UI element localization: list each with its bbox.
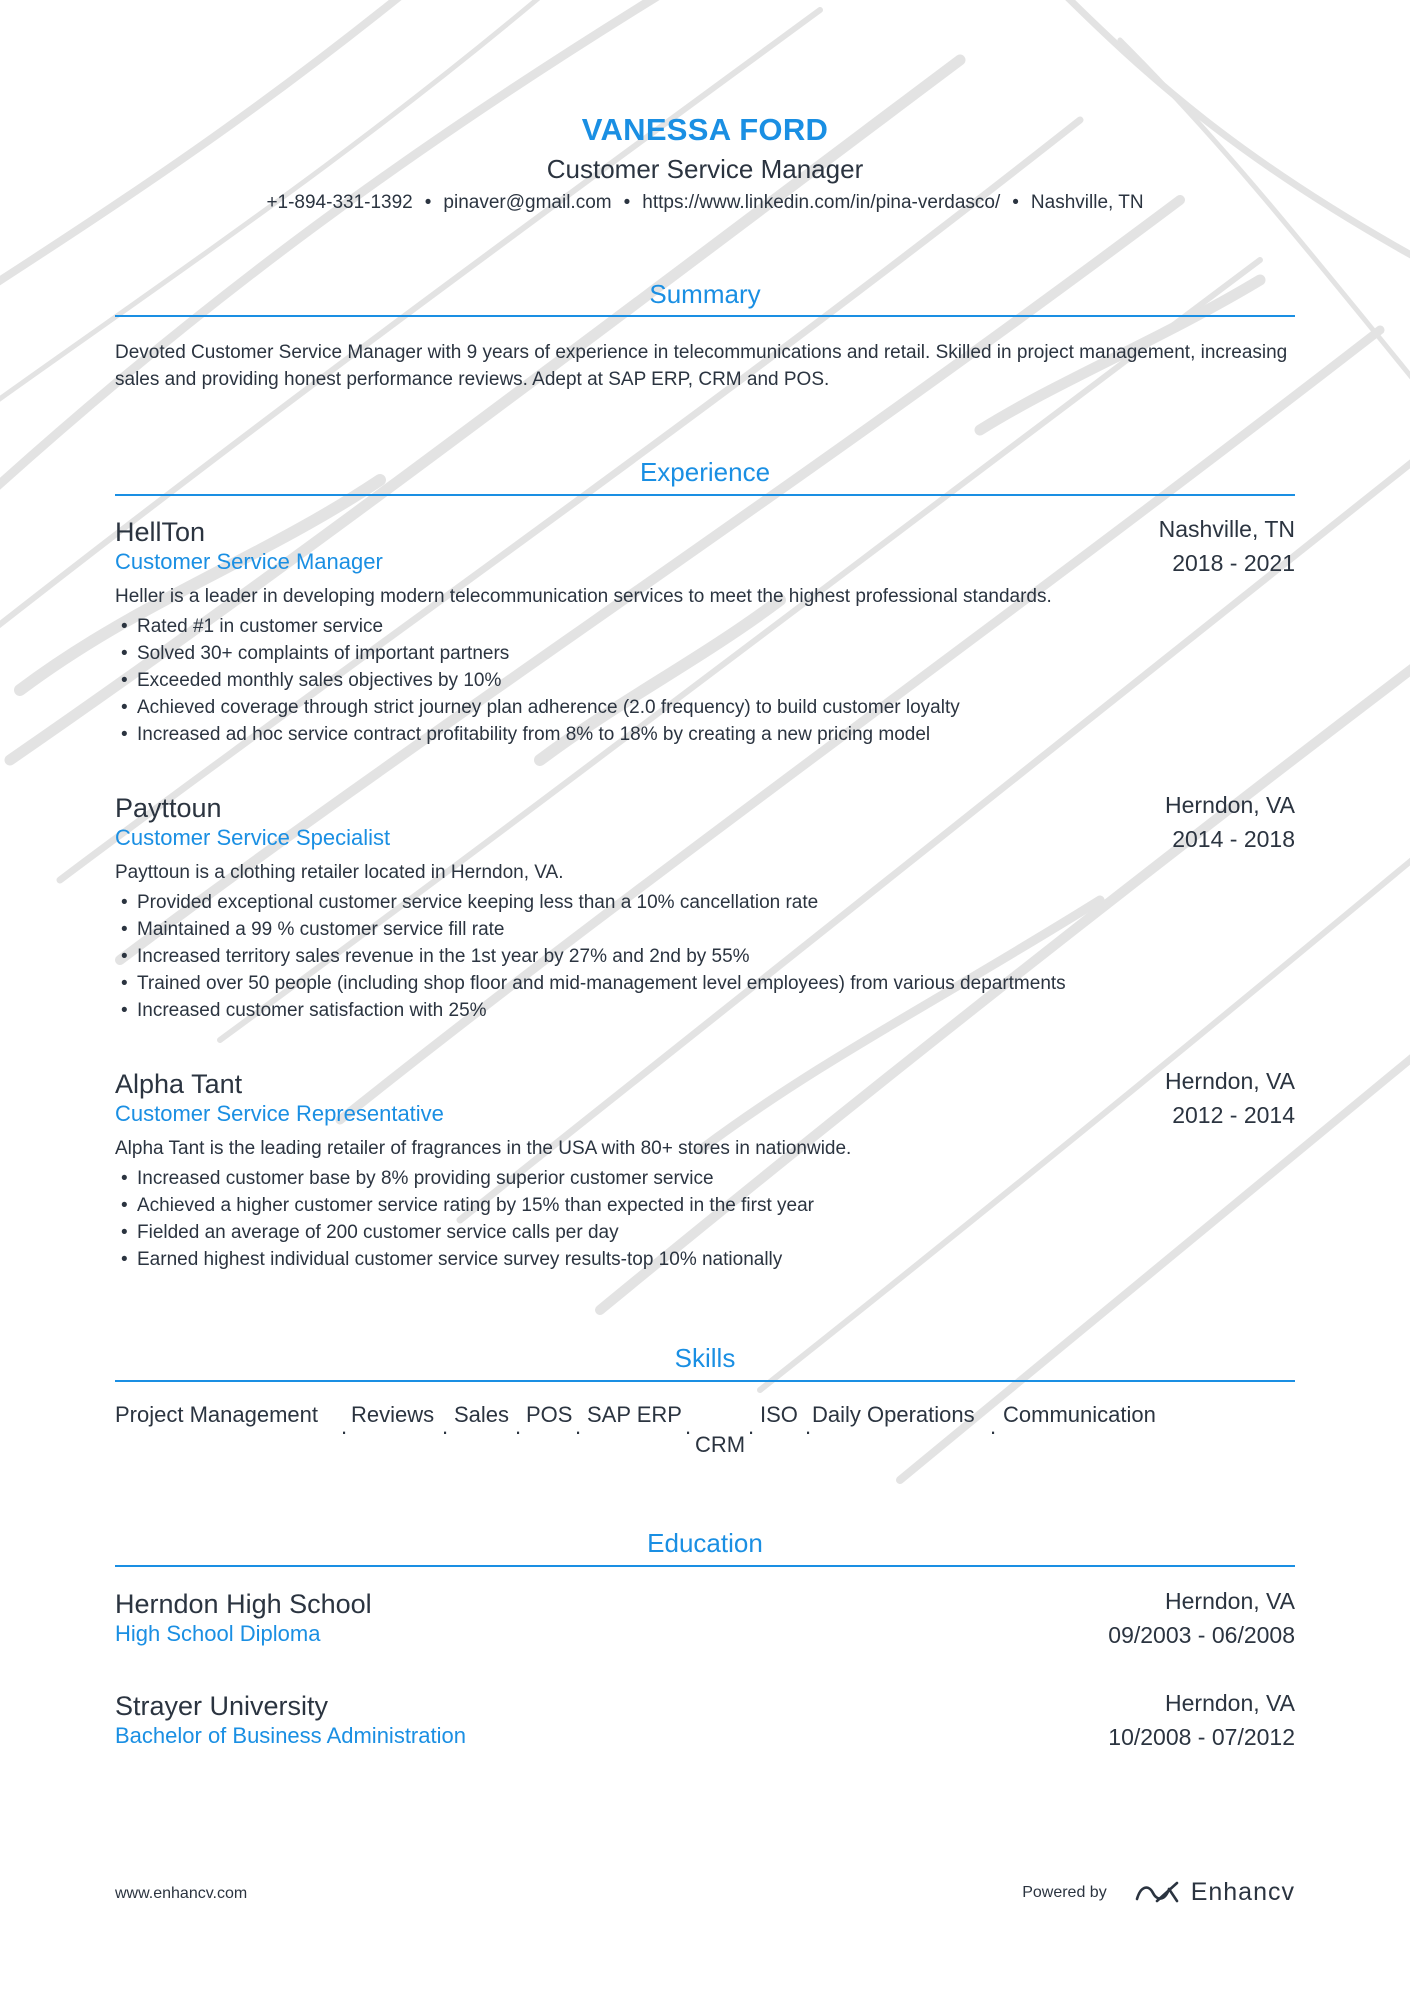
candidate-name: VANESSA FORD — [581, 112, 829, 147]
job-dates: 2018 - 2021 — [1172, 550, 1295, 576]
job-location: Herndon, VA — [1165, 1068, 1295, 1094]
company-name: HellTon — [115, 517, 206, 547]
job-bullets — [115, 889, 1295, 1024]
skills-list — [115, 1399, 1295, 1459]
school-location: Herndon, VA — [1165, 1588, 1295, 1614]
skill-separator: . — [990, 1414, 997, 1439]
resume-header — [115, 108, 1295, 218]
skill-tag: ISO — [760, 1402, 798, 1427]
bullet-item: • Provided exceptional customer service keeping less than a 10% cancellation rate — [115, 889, 1295, 916]
bullet-item: • Achieved a higher customer service rating by 15% than expected in the first year — [115, 1192, 1295, 1219]
contact-line — [115, 188, 1295, 218]
company-name: Alpha Tant — [115, 1069, 243, 1099]
school-name: Strayer University — [115, 1691, 329, 1721]
powered-by-label: Powered by — [1022, 1883, 1107, 1901]
email-link[interactable]: pinaver@gmail.com — [443, 192, 612, 213]
skill-separator: . — [341, 1414, 348, 1439]
company-description: Alpha Tant is the leading retailer of fragrances in the USA with 80+ stores in nationwide. — [115, 1138, 852, 1159]
bullet-item: • Earned highest individual customer service survey results-top 10% nationally — [115, 1246, 1295, 1273]
bullet-item: • Increased ad hoc service contract profitability from 8% to 18% by creating a new pricing model — [115, 721, 1295, 748]
bullet-item: • Trained over 50 people (including shop floor and mid-management level employees) from various departments — [115, 970, 1295, 997]
job-title: Customer Service Manager — [115, 549, 383, 574]
degree: Bachelor of Business Administration — [115, 1723, 466, 1748]
footer-branding — [1022, 1878, 1295, 1907]
resume-page — [115, 0, 1295, 1995]
bullet-item: • Solved 30+ complaints of important partners — [115, 640, 1295, 667]
bullet-item: • Achieved coverage through strict journey plan adherence (2.0 frequency) to build customer loyalty — [115, 694, 1295, 721]
contact-separator: • — [623, 192, 631, 213]
job-dates: 2012 - 2014 — [1172, 1102, 1295, 1128]
education-divider — [115, 1565, 1295, 1567]
skill-tag: Reviews — [351, 1402, 435, 1427]
enhancv-brand-name[interactable]: Enhancv — [1190, 1878, 1295, 1906]
skill-separator: . — [515, 1414, 522, 1439]
experience-heading: Experience — [639, 457, 771, 487]
skill-separator: . — [442, 1414, 449, 1439]
bullet-item: • Increased customer base by 8% providing superior customer service — [115, 1165, 1295, 1192]
bullet-item: • Increased territory sales revenue in the 1st year by 27% and 2nd by 55% — [115, 943, 1295, 970]
job-title: Customer Service Specialist — [115, 825, 391, 850]
company-description: Payttoun is a clothing retailer located in Herndon, VA. — [115, 862, 564, 883]
company-name: Payttoun — [115, 793, 222, 823]
job-location: Nashville, TN — [1158, 516, 1295, 542]
skill-tag: SAP ERP — [587, 1402, 682, 1427]
job-location: Herndon, VA — [1165, 792, 1295, 818]
skill-tag: Project Management — [115, 1402, 318, 1427]
enhancv-logo-icon — [1133, 1879, 1181, 1907]
company-description: Heller is a leader in developing modern telecommunication services to meet the highest professional standards. — [115, 586, 1052, 607]
bullet-item: • Exceeded monthly sales objectives by 10% — [115, 667, 1295, 694]
contact-separator: • — [1012, 192, 1019, 213]
summary-divider — [115, 315, 1295, 317]
education-dates: 09/2003 - 06/2008 — [1108, 1622, 1295, 1648]
bullet-item: • Fielded an average of 200 customer service calls per day — [115, 1219, 1295, 1246]
contact-location: Nashville, TN — [1030, 192, 1144, 213]
skill-tag: CRM — [695, 1432, 746, 1457]
job-bullets — [115, 613, 1295, 748]
skill-tag: Communication — [1003, 1402, 1156, 1427]
school-name: Herndon High School — [115, 1589, 372, 1619]
linkedin-link[interactable]: https://www.linkedin.com/in/pina-verdasco/ — [642, 192, 1001, 213]
education-dates: 10/2008 - 07/2012 — [1108, 1724, 1295, 1750]
contact-separator: • — [424, 192, 432, 213]
skills-heading: Skills — [674, 1343, 736, 1373]
summary-text: Devoted Customer Service Manager with 9 years of experience in telecommunications and retail. Skilled in project management, increasing sales and providing honest performance reviews. Adept at SAP ERP, CRM and POS. — [115, 342, 1288, 390]
job-bullets — [115, 1165, 1295, 1273]
skill-tag: Daily Operations — [812, 1402, 975, 1427]
skill-tag: Sales — [454, 1402, 510, 1427]
skill-separator: . — [748, 1414, 755, 1439]
job-title: Customer Service Representative — [115, 1101, 444, 1126]
school-location: Herndon, VA — [1165, 1690, 1295, 1716]
summary-heading: Summary — [649, 279, 761, 309]
phone: +1-894-331-1392 — [266, 192, 413, 213]
candidate-role: Customer Service Manager — [546, 154, 864, 184]
education-heading: Education — [647, 1528, 763, 1558]
skill-tag: POS — [526, 1402, 573, 1427]
skill-separator: . — [805, 1414, 812, 1439]
skills-divider — [115, 1380, 1295, 1382]
skill-separator: . — [575, 1414, 582, 1439]
bullet-item: • Increased customer satisfaction with 25% — [115, 997, 1295, 1024]
footer-website-link[interactable]: www.enhancv.com — [115, 1885, 248, 1902]
skill-separator: . — [685, 1414, 692, 1439]
bullet-item: • Maintained a 99 % customer service fill rate — [115, 916, 1295, 943]
bullet-item: • Rated #1 in customer service — [115, 613, 1295, 640]
degree: High School Diploma — [115, 1621, 321, 1646]
experience-divider — [115, 494, 1295, 496]
job-dates: 2014 - 2018 — [1172, 826, 1295, 852]
